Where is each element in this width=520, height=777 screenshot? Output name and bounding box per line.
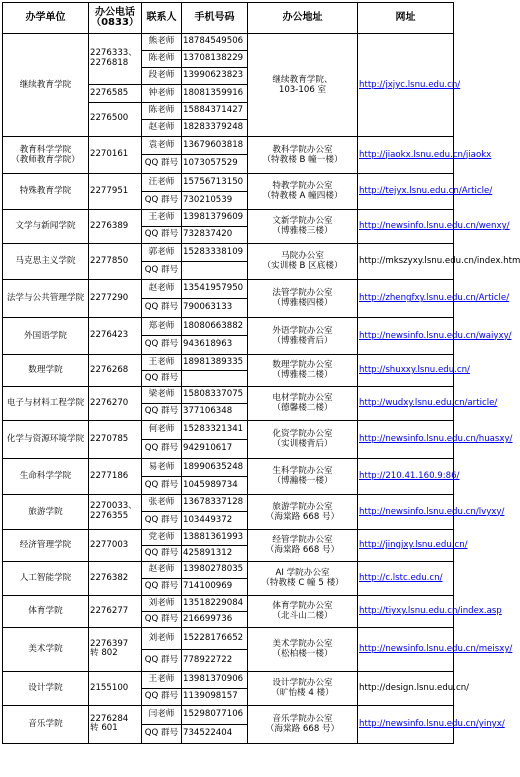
office-address: 旅游学院办公室 （海棠路 668 号） <box>248 494 358 529</box>
unit-name: 人工智能学院 <box>3 561 89 595</box>
office-phone: 2277003 <box>89 529 142 561</box>
mobile-number: 425891312 <box>182 545 248 561</box>
website-cell <box>358 561 454 595</box>
contact-person: QQ 群号 <box>142 439 182 458</box>
website-cell <box>358 243 520 279</box>
unit-name: 文学与新闻学院 <box>3 209 89 243</box>
office-phone: 2270033、 2276355 <box>89 494 142 529</box>
contact-person: 刘老师 <box>142 627 182 649</box>
office-phone: 2276268 <box>89 354 142 386</box>
office-address: 设计学院办公室 （旷怡楼 4 楼） <box>248 671 358 705</box>
contact-person: QQ 群号 <box>142 688 182 705</box>
contact-person: 梁老师 <box>142 386 182 403</box>
website-cell <box>358 317 512 354</box>
contact-person: 陈老师 <box>142 102 182 119</box>
contact-person: 陈老师 <box>142 51 182 68</box>
table-row <box>3 386 454 403</box>
website-link[interactable]: http://jiaokx.lsnu.edu.cn/jiaokx <box>359 149 492 160</box>
unit-name: 化学与资源环境学院 <box>3 420 89 458</box>
website-link[interactable]: http://newsinfo.lsnu.edu.cn/lvyxy/ <box>359 506 505 517</box>
office-address: 音乐学院办公室 （海棠路 668 号） <box>248 705 358 743</box>
mobile-number <box>182 261 248 279</box>
mobile-number: 18784549506 <box>182 34 248 51</box>
table-row <box>3 529 454 545</box>
office-phone: 2270161 <box>89 136 142 173</box>
contact-person: QQ 群号 <box>142 261 182 279</box>
office-phone: 2277290 <box>89 279 142 317</box>
office-phone: 2276585 <box>89 85 142 102</box>
website-cell <box>358 354 470 386</box>
mobile-number: 15884371427 <box>182 102 248 119</box>
header-mobile: 手机号码 <box>182 3 248 34</box>
table-row <box>3 354 454 370</box>
office-address: 体育学院办公室 （北斗山二楼） <box>248 595 358 627</box>
table-row <box>3 627 454 649</box>
mobile-number: 15808337075 <box>182 386 248 403</box>
contact-person: QQ 群号 <box>142 191 182 209</box>
website-cell <box>358 458 460 494</box>
office-address: 化资学院办公室 （实训楼背后） <box>248 420 358 458</box>
table-row <box>3 209 454 226</box>
office-address: 马院办公室 （实训楼 B 区底楼） <box>248 243 358 279</box>
table-row <box>3 458 454 476</box>
header-office-phone: 办公电话 （0833） <box>89 3 142 34</box>
unit-name: 特殊教育学院 <box>3 173 89 209</box>
office-phone: 2277186 <box>89 458 142 494</box>
contact-person: 党老师 <box>142 529 182 545</box>
mobile-number: 13981370906 <box>182 671 248 688</box>
unit-name: 法学与公共管理学院 <box>3 279 89 317</box>
mobile-number: 18990635248 <box>182 458 248 476</box>
table-row <box>3 705 454 724</box>
mobile-number: 942910617 <box>182 439 248 458</box>
website-cell <box>358 209 510 243</box>
mobile-number: 13990623823 <box>182 68 248 85</box>
mobile-number: 714100969 <box>182 578 248 595</box>
contact-person: 郑老师 <box>142 317 182 336</box>
mobile-number: 734522404 <box>182 724 248 743</box>
office-phone: 2155100 <box>89 671 142 705</box>
office-address: 美术学院办公室 （松柏楼一楼） <box>248 627 358 671</box>
contact-person: 郭老师 <box>142 243 182 261</box>
header-unit: 办学单位 <box>3 3 89 34</box>
mobile-number: 15298077106 <box>182 705 248 724</box>
website-cell <box>358 705 505 743</box>
table-row <box>3 671 454 688</box>
contact-person: 张老师 <box>142 494 182 512</box>
contact-person: 赵老师 <box>142 279 182 298</box>
unit-name: 美术学院 <box>3 627 89 671</box>
office-phone: 2276333、 2276818 <box>89 34 142 85</box>
unit-name: 音乐学院 <box>3 705 89 743</box>
office-phone: 2276284 转 601 <box>89 705 142 743</box>
contact-person: QQ 群号 <box>142 370 182 386</box>
website-link[interactable]: http://newsinfo.lsnu.edu.cn/yinyx/ <box>359 719 505 730</box>
office-address: 特教学院办公室 （特教楼 A 幢四楼） <box>248 173 358 209</box>
mobile-number: 18080663882 <box>182 317 248 336</box>
mobile-number: 1073057529 <box>182 155 248 174</box>
mobile-number: 377106348 <box>182 403 248 420</box>
mobile-number: 1045989734 <box>182 476 248 494</box>
office-address: AI 学院办公室 （特教楼 C 幢 5 楼） <box>248 561 358 595</box>
table-row <box>3 494 454 512</box>
website-link[interactable]: http://jxjyc.lsnu.edu.cn/ <box>359 79 461 90</box>
unit-name: 电子与材料工程学院 <box>3 386 89 420</box>
mobile-number: 13518229084 <box>182 595 248 611</box>
website-link[interactable]: http://design.lsnu.edu.cn/ <box>359 683 470 694</box>
mobile-number: 13980278035 <box>182 561 248 578</box>
mobile-number: 13541957950 <box>182 279 248 298</box>
mobile-number: 732837420 <box>182 226 248 243</box>
contact-person: QQ 群号 <box>142 155 182 174</box>
contact-person: 赵老师 <box>142 119 182 136</box>
office-phone: 2277951 <box>89 173 142 209</box>
office-phone: 2276423 <box>89 317 142 354</box>
unit-name: 经济管理学院 <box>3 529 89 561</box>
mobile-number: 15283338109 <box>182 243 248 261</box>
contact-person: 赵老师 <box>142 561 182 578</box>
office-phone: 2276500 <box>89 102 142 136</box>
website-cell <box>358 595 502 627</box>
contact-person: 何老师 <box>142 420 182 439</box>
contact-person: QQ 群号 <box>142 724 182 743</box>
office-phone: 2276277 <box>89 595 142 627</box>
table-row <box>3 595 454 611</box>
contact-table <box>2 2 520 744</box>
unit-name: 教育科学学院 （教师教育学院） <box>3 136 89 173</box>
office-phone: 2276397 转 802 <box>89 627 142 671</box>
mobile-number: 18081359916 <box>182 85 248 102</box>
unit-name: 生命科学学院 <box>3 458 89 494</box>
unit-name: 数理学院 <box>3 354 89 386</box>
contact-person: QQ 群号 <box>142 649 182 671</box>
header-website: 网址 <box>358 3 454 34</box>
contact-person: 刘老师 <box>142 595 182 611</box>
website-link[interactable]: http://210.41.160.9:86/ <box>359 471 460 482</box>
contact-person: 钟老师 <box>142 85 182 102</box>
contact-person: QQ 群号 <box>142 298 182 317</box>
office-phone: 2276389 <box>89 209 142 243</box>
website-cell <box>358 136 492 173</box>
table-row <box>3 173 454 191</box>
website-link[interactable]: http://shuxxy.lsnu.edu.cn/ <box>359 365 470 376</box>
unit-name: 设计学院 <box>3 671 89 705</box>
mobile-number: 18283379248 <box>182 119 248 136</box>
website-link[interactable]: http://mkszyxy.lsnu.edu.cn/index.htm <box>359 256 520 267</box>
mobile-number: 13708138229 <box>182 51 248 68</box>
contact-person: 王老师 <box>142 671 182 688</box>
website-link[interactable]: http://newsinfo.lsnu.edu.cn/waiyxy/ <box>359 330 512 341</box>
website-link[interactable]: http://zhengfxy.lsnu.edu.cn/Article/ <box>359 293 510 304</box>
contact-person: 王老师 <box>142 209 182 226</box>
table-row <box>3 317 454 336</box>
contact-person: QQ 群号 <box>142 512 182 530</box>
website-link[interactable]: http://newsinfo.lsnu.edu.cn/huasxy/ <box>359 434 513 445</box>
website-cell <box>358 279 510 317</box>
contact-person: QQ 群号 <box>142 226 182 243</box>
website-cell <box>358 627 513 671</box>
website-cell <box>358 173 493 209</box>
contact-person: QQ 群号 <box>142 336 182 355</box>
mobile-number: 1139098157 <box>182 688 248 705</box>
contact-person: QQ 群号 <box>142 545 182 561</box>
contact-person: 闫老师 <box>142 705 182 724</box>
office-address: 生科学院办公室 （博瀚楼一楼） <box>248 458 358 494</box>
table-row <box>3 34 454 51</box>
mobile-number: 13678337128 <box>182 494 248 512</box>
mobile-number: 943618963 <box>182 336 248 355</box>
mobile-number: 15228176652 <box>182 627 248 649</box>
office-address: 经管学院办公室 （海棠路 668 号） <box>248 529 358 561</box>
mobile-number: 13881361993 <box>182 529 248 545</box>
contact-person: QQ 群号 <box>142 476 182 494</box>
website-cell <box>358 671 470 705</box>
website-cell <box>358 34 461 137</box>
office-address: 电材学院办公室 （德馨楼二楼） <box>248 386 358 420</box>
office-address: 数理学院办公室 （博雅楼二楼） <box>248 354 358 386</box>
mobile-number: 730210539 <box>182 191 248 209</box>
office-address: 文新学院办公室 （博雅楼三楼） <box>248 209 358 243</box>
table-row <box>3 279 454 298</box>
contact-person: QQ 群号 <box>142 578 182 595</box>
table-row <box>3 420 454 439</box>
header-contact: 联系人 <box>142 3 182 34</box>
contact-person: QQ 群号 <box>142 403 182 420</box>
contact-person: QQ 群号 <box>142 611 182 627</box>
office-address: 继续教育学院、 103-106 室 <box>248 34 358 137</box>
mobile-number: 15756713150 <box>182 173 248 191</box>
website-link[interactable]: http://wudxy.lsnu.edu.cn/article/ <box>359 398 498 409</box>
unit-name: 马克思主义学院 <box>3 243 89 279</box>
mobile-number <box>182 370 248 386</box>
mobile-number: 18981389335 <box>182 354 248 370</box>
contact-person: 袁老师 <box>142 136 182 155</box>
mobile-number: 103449372 <box>182 512 248 530</box>
contact-person: 王老师 <box>142 354 182 370</box>
office-phone: 2277850 <box>89 243 142 279</box>
mobile-number: 15283321341 <box>182 420 248 439</box>
office-address: 外语学院办公室 （博雅楼背后） <box>248 317 358 354</box>
table-row <box>3 561 454 578</box>
contact-person: 易老师 <box>142 458 182 476</box>
office-phone: 2276382 <box>89 561 142 595</box>
table-row <box>3 243 454 261</box>
website-link[interactable]: http://newsinfo.lsnu.edu.cn/meisxy/ <box>359 644 513 655</box>
office-address: 教科学院办公室 （特教楼 B 幢一楼） <box>248 136 358 173</box>
office-address: 法管学院办公室 （博雅楼四楼） <box>248 279 358 317</box>
office-phone: 2270785 <box>89 420 142 458</box>
mobile-number: 13981379609 <box>182 209 248 226</box>
unit-name: 旅游学院 <box>3 494 89 529</box>
website-cell <box>358 494 505 529</box>
office-phone: 2276270 <box>89 386 142 420</box>
contact-person: 熊老师 <box>142 34 182 51</box>
website-link[interactable]: http://tejyx.lsnu.edu.cn/Article/ <box>359 186 493 197</box>
contact-person: 汪老师 <box>142 173 182 191</box>
mobile-number: 778922722 <box>182 649 248 671</box>
website-link[interactable]: http://newsinfo.lsnu.edu.cn/wenxy/ <box>359 221 510 232</box>
unit-name: 体育学院 <box>3 595 89 627</box>
website-link[interactable]: http://jingjxy.lsnu.edu.cn/ <box>359 540 468 551</box>
website-cell <box>358 420 513 458</box>
header-row <box>3 3 454 34</box>
website-link[interactable]: http://tiyxy.lsnu.edu.cn/index.asp <box>359 606 502 617</box>
mobile-number: 216699736 <box>182 611 248 627</box>
website-link[interactable]: http://c.lstc.edu.cn/ <box>359 573 443 584</box>
unit-name: 继续教育学院 <box>3 34 89 137</box>
mobile-number: 790063133 <box>182 298 248 317</box>
website-cell <box>358 386 498 420</box>
unit-name: 外国语学院 <box>3 317 89 354</box>
mobile-number: 13679603818 <box>182 136 248 155</box>
table-row <box>3 136 454 155</box>
website-cell <box>358 529 468 561</box>
contact-person: 段老师 <box>142 68 182 85</box>
header-address: 办公地址 <box>248 3 358 34</box>
